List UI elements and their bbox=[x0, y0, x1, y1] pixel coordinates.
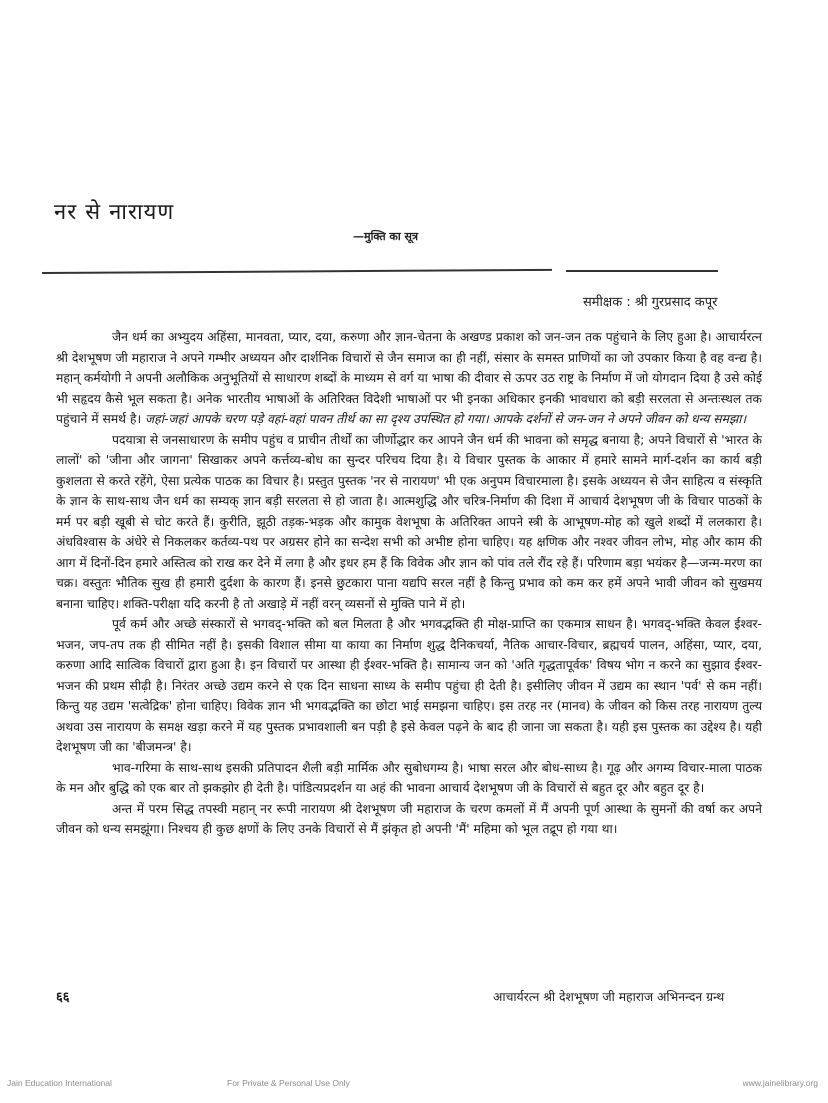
divider-left bbox=[42, 269, 552, 274]
reviewer-credit: समीक्षक : श्री गुरप्रसाद कपूर bbox=[583, 295, 718, 310]
footer-website-link[interactable]: www.jainelibrary.org bbox=[742, 1078, 818, 1088]
paragraph: पूर्व कर्म और अच्छे संस्कारों से भगवद्-भक्ति को बल मिलता है और भगवद्भक्ति ही मोक्ष-प्राप्ति का एकमात्र साधन है। भगवद्-भक्ति केवल ईश्वर-भजन, जप-तप तक ही सीमित नहीं है। इसकी विशाल सीमा या काया का निर्माण शुद्ध दैनिकचर्या, नैतिक आचार-विचार, ब्रह्मचर्य पालन, अहिंसा, प्यार, दया, करुणा आदि सात्विक विचारों द्वारा हुआ है। इन विचारों पर आस्था ही ईश्वर-भक्ति है। सामान्य जन को 'अति गृद्धतापूर्वक' विषय भोग न करने का सुझाव ईश्वर-भजन की प्रथम सीढ़ी है। निरंतर अच्छे उद्यम करने से एक दिन साधना साध्य के समीप पहुंचा ही देती है। इसीलिए जीवन में उद्यम का स्थान 'पर्व' से कम नहीं। किन्तु यह उद्यम 'सत्वेद्रिक' होना चाहिए। विवेक ज्ञान भी भगवद्भक्ति का छोटा भाई समझना चाहिए। इस तरह नर (मानव) के जीवन को किस तरह नारायण तुल्य अथवा उस नारायण के समक्ष खड़ा करने में यह पुस्तक प्रभावशाली बन पड़ी है इसे केवल पढ़ने के बाद ही जाना जा सकता है। यही इस पुस्तक का उद्देश्य है। यही देशभूषण जी का 'बीजमन्त्र' है। bbox=[56, 617, 762, 754]
paragraph-italic-tail: जहां-जहां आपके चरण पड़े वहां-वहां पावन तीर्थ का सा दृश्य उपस्थित हो गया। आपके दर्शनों से जन-जन ने अपने जीवन को धन्य समझा। bbox=[141, 412, 747, 426]
article-body bbox=[56, 327, 762, 840]
article-title: नर से नारायण bbox=[54, 200, 175, 225]
article-subtitle: —मुक्ति का सूत्र bbox=[353, 230, 419, 243]
book-title: आचार्यरत्न श्री देशभूषण जी महाराज अभिनन्दन ग्रन्थ bbox=[493, 990, 725, 1004]
footer-usage-note: For Private & Personal Use Only bbox=[227, 1078, 350, 1088]
paragraph: भाव-गरिमा के साथ-साथ इसकी प्रतिपादन शैली बड़ी मार्मिक और सुबोधगम्य है। भाषा सरल और बोध-साध्य है। गूढ़ और अगम्य विचार-माला पाठक के मन और बुद्धि को एक बार तो झकझोर ही देती है। पांडित्यप्रदर्शन या अहं की भावना आचार्य देशभूषण जी के विचारों से बहुत दूर और बहुत दूर है। bbox=[56, 760, 762, 795]
footer-publisher: Jain Education International bbox=[7, 1078, 112, 1088]
page-number: ६६ bbox=[56, 990, 70, 1005]
paragraph: जैन धर्म का अभ्युदय अहिंसा, मानवता, प्यार, दया, करुणा और ज्ञान-चेतना के अखण्ड प्रकाश को जन-जन तक पहुंचाने के लिए हुआ है। आचार्यरत्न श्री देशभूषण जी महाराज ने अपने गम्भीर अध्ययन और दार्शनिक विचारों से जैन समाज का ही नहीं, संसार के समस्त प्राणियों का जो उपकार किया है वह वन्द्य है। महान् कर्मयोगी ने अपनी अलौकिक अनुभूतियों से साधारण शब्दों के माध्यम से वर्ग या भाषा की दीवार से ऊपर उठ राष्ट्र के निर्माण में जो योगदान दिया है उसे कोई भी सहृदय कैसे भूल सकता है। अनेक भारतीय भाषाओं के अतिरिक्त विदेशी भाषाओं पर भी इनका अधिकार इनकी भावधारा को बड़ी सरलता से अन्तःस्थल तक पहुंचाने में समर्थ है। जहां-जहां आपके चरण पड़े वहां-वहां पावन तीर्थ का सा दृश्य उपस्थित हो गया। आपके दर्शनों से जन-जन ने अपने जीवन को धन्य समझा। bbox=[56, 330, 762, 426]
paragraph: पदयात्रा से जनसाधारण के समीप पहुंच व प्राचीन तीर्थों का जीर्णोद्धार कर आपने जैन धर्म की भावना को समृद्ध बनाया है; अपने विचारों से 'भारत के लालों' को 'जीना और जागना' सिखाकर अपने कर्त्तव्य-बोध का सुन्दर परिचय दिया है। ये विचार पुस्तक के आकार में हमारे सामने मार्ग-दर्शन का कार्य बड़ी कुशलता से करते रहेंगे, ऐसा प्रत्येक पाठक का विचार है। प्रस्तुत पुस्तक 'नर से नारायण' भी एक अनुपम विचारमाला है। इसके अध्ययन से जैन साहित्य व संस्कृति के ज्ञान के साथ-साथ जैन धर्म का सम्यक् ज्ञान बड़ी सरलता से हो जाता है। आत्मशुद्धि और चरित्र-निर्माण की दिशा में आचार्य देशभूषण जी के विचार पाठकों के मर्म पर बड़ी खूबी से चोट करते हैं। कुरीति, झूठी तड़क-भड़क और कामुक वेशभूषा के अतिरिक्त आपने स्त्री के आभूषण-मोह को खुले शब्दों में ललकारा है। अंधविश्वास के अंधेरे से निकलकर कर्तव्य-पथ पर अग्रसर होने का सन्देश सभी को अभीष्ट होना चाहिए। यह क्षणिक और नश्वर जीवन लोभ, मोह और काम की आग में दिनों-दिन हमारे अस्तित्व को राख कर देने में लगा है और इधर हम हैं कि विवेक और ज्ञान को पांव तले रौंद रहे हैं। परिणाम बड़ा भयंकर है—जन्म-मरण का चक्र। वस्तुतः भौतिक सुख ही हमारी दुर्दशा के कारण हैं। इनसे छुटकारा पाना यद्यपि सरल नहीं है किन्तु प्रभाव को कम कर हमें अपने भावी जीवन को सुखमय बनाना चाहिए। शक्ति-परीक्षा यदि करनी है तो अखाड़े में नहीं वरन् व्यसनों से मुक्ति पाने में हो। bbox=[56, 432, 762, 611]
divider-right bbox=[566, 270, 718, 272]
paragraph: अन्त में परम सिद्ध तपस्वी महान् नर रूपी नारायण श्री देशभूषण जी महाराज के चरण कमलों में मैं अपनी पूर्ण आस्था के सुमनों की वर्षा कर अपने जीवन को धन्य समझूंगा। निश्चय ही कुछ क्षणों के लिए उनके विचारों से मैं झंकृत हो अपनी 'मैं' महिमा को भूल तद्रूप हो गया था। bbox=[56, 801, 762, 836]
